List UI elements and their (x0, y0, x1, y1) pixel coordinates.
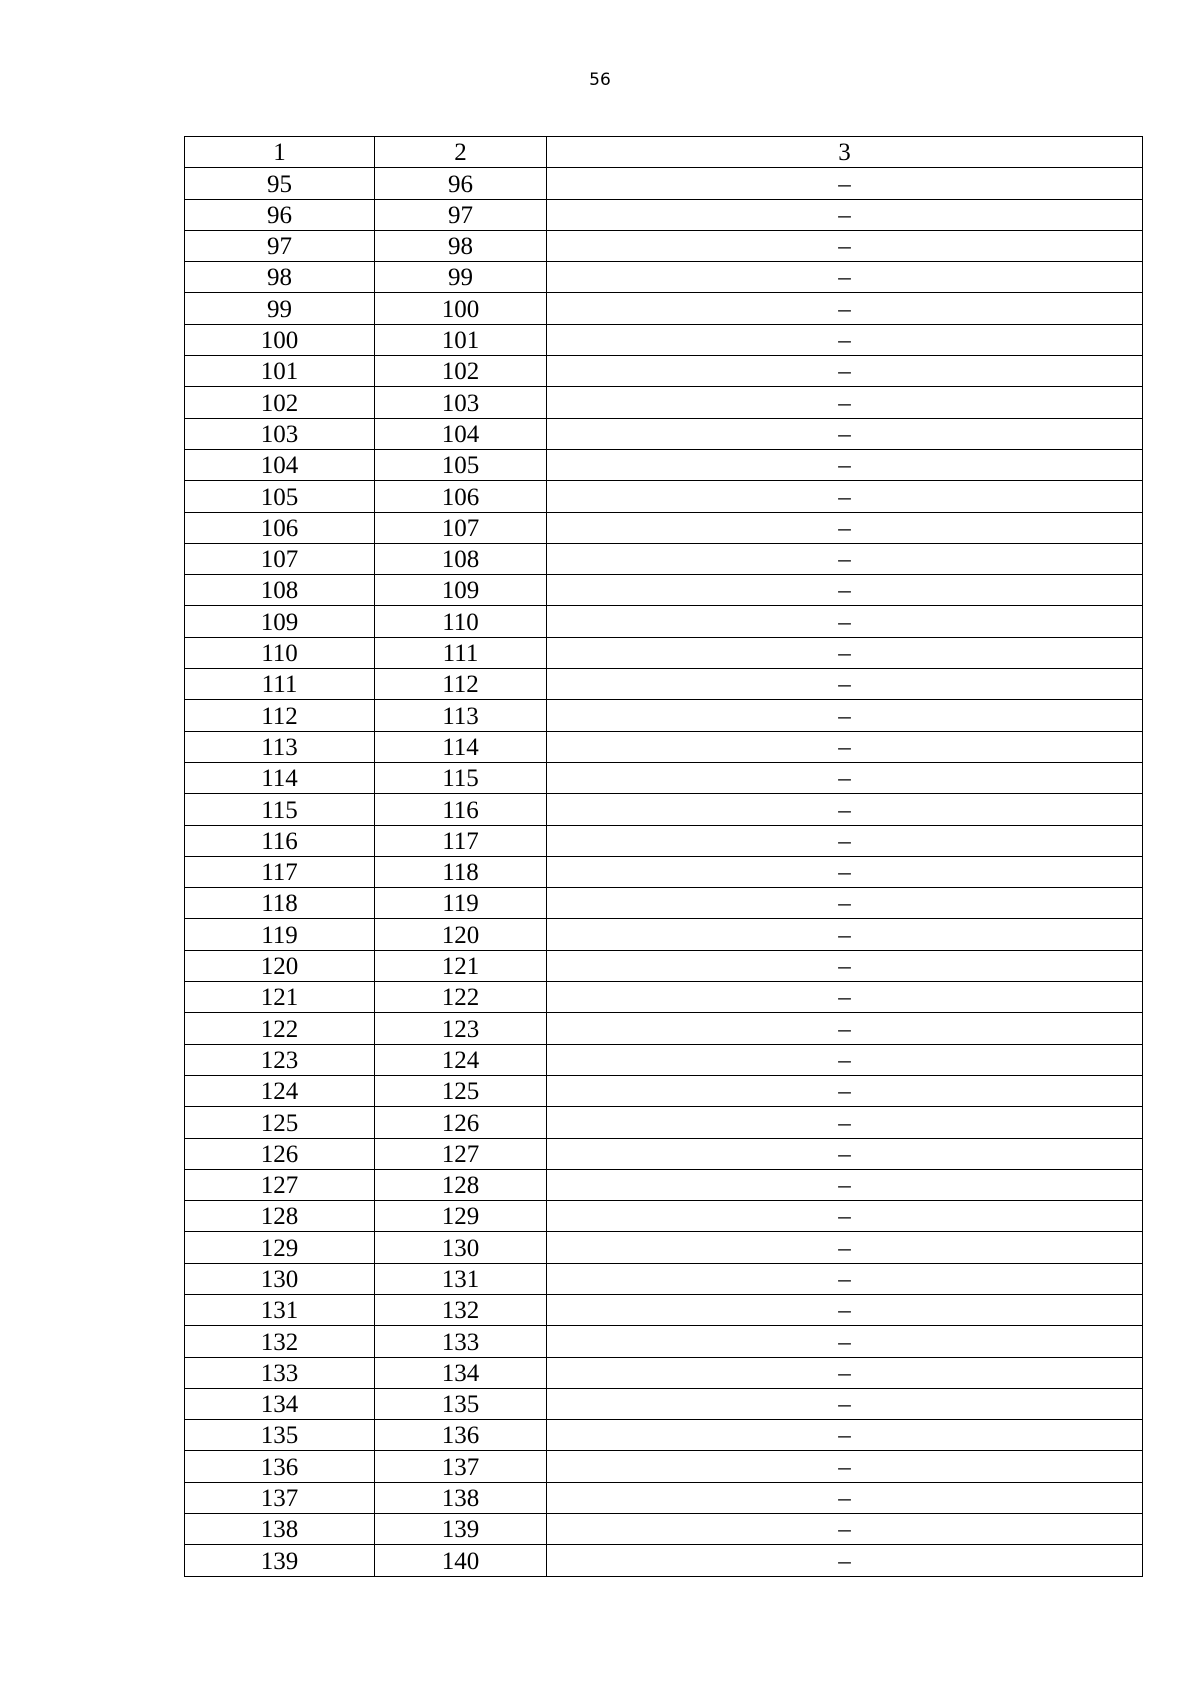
page-number: 56 (589, 70, 611, 90)
table-row (185, 982, 1143, 1013)
table-cell-col-2: 138 (375, 1482, 547, 1513)
table-cell-col-1: 131 (185, 1294, 375, 1325)
table-cell-col-1: 130 (185, 1263, 375, 1294)
table-cell-col-2: 110 (375, 606, 547, 637)
table-row (185, 1482, 1143, 1513)
table-cell-col-2: 112 (375, 669, 547, 700)
table-row (185, 919, 1143, 950)
table-cell-col-3: – (547, 1420, 1143, 1451)
table-cell-col-1: 108 (185, 575, 375, 606)
table-cell-col-2: 127 (375, 1138, 547, 1169)
table-row (185, 387, 1143, 418)
table-row (185, 168, 1143, 199)
table-row (185, 1169, 1143, 1200)
table-cell-col-2: 108 (375, 543, 547, 574)
table-cell-col-2: 124 (375, 1044, 547, 1075)
table-cell-col-1: 95 (185, 168, 375, 199)
table-row (185, 1232, 1143, 1263)
table-cell-col-3: – (547, 919, 1143, 950)
table-cell-col-1: 134 (185, 1388, 375, 1419)
table-cell-col-2: 123 (375, 1013, 547, 1044)
data-table (184, 136, 1143, 1577)
table-row (185, 356, 1143, 387)
table-cell-col-2: 114 (375, 731, 547, 762)
table-cell-col-1: 127 (185, 1169, 375, 1200)
table-cell-col-3: – (547, 293, 1143, 324)
table-row (185, 950, 1143, 981)
table-cell-col-1: 114 (185, 762, 375, 793)
table-row (185, 1107, 1143, 1138)
table-cell-col-2: 102 (375, 356, 547, 387)
table-row (185, 1545, 1143, 1576)
table-cell-col-2: 126 (375, 1107, 547, 1138)
table-cell-col-2: 113 (375, 700, 547, 731)
table-cell-col-1: 109 (185, 606, 375, 637)
table-cell-col-1: 124 (185, 1075, 375, 1106)
table-cell-col-2: 117 (375, 825, 547, 856)
table-cell-col-3: – (547, 199, 1143, 230)
table-cell-col-2: 130 (375, 1232, 547, 1263)
table-cell-col-1: 120 (185, 950, 375, 981)
table-cell-col-2: 118 (375, 856, 547, 887)
table-cell-col-1: 137 (185, 1482, 375, 1513)
table-cell-col-3: – (547, 1326, 1143, 1357)
table-cell-col-2: 136 (375, 1420, 547, 1451)
table-cell-col-1: 113 (185, 731, 375, 762)
table-cell-col-3: – (547, 794, 1143, 825)
table-cell-col-3: – (547, 1107, 1143, 1138)
table-cell-col-3: – (547, 168, 1143, 199)
table-cell-col-3: – (547, 543, 1143, 574)
table-cell-col-2: 96 (375, 168, 547, 199)
table-cell-col-2: 131 (375, 1263, 547, 1294)
table-row (185, 575, 1143, 606)
table-cell-col-3: – (547, 1044, 1143, 1075)
table-cell-col-1: 133 (185, 1357, 375, 1388)
table-cell-col-3: – (547, 1075, 1143, 1106)
table-cell-col-1: 129 (185, 1232, 375, 1263)
table-cell-col-3: – (547, 982, 1143, 1013)
table-cell-col-3: – (547, 825, 1143, 856)
table-cell-col-2: 105 (375, 449, 547, 480)
table-row (185, 1514, 1143, 1545)
table-cell-col-3: – (547, 481, 1143, 512)
table-cell-col-2: 109 (375, 575, 547, 606)
table-row (185, 888, 1143, 919)
table-row (185, 543, 1143, 574)
table-cell-col-3: – (547, 731, 1143, 762)
table-cell-col-2: 97 (375, 199, 547, 230)
table-body (185, 137, 1143, 1577)
table-row (185, 1357, 1143, 1388)
table-cell-col-3: – (547, 387, 1143, 418)
table-cell-col-3: – (547, 230, 1143, 261)
table-cell-col-2: 103 (375, 387, 547, 418)
table-cell-col-3: – (547, 856, 1143, 887)
table-cell-col-1: 126 (185, 1138, 375, 1169)
table-cell-col-3: – (547, 606, 1143, 637)
table-cell-col-1: 100 (185, 324, 375, 355)
table-cell-col-2: 104 (375, 418, 547, 449)
table-row (185, 293, 1143, 324)
header-cell-1: 1 (185, 137, 375, 168)
table-cell-col-1: 136 (185, 1451, 375, 1482)
table-row (185, 1326, 1143, 1357)
table-row (185, 1201, 1143, 1232)
table-cell-col-1: 128 (185, 1201, 375, 1232)
header-cell-2: 2 (375, 137, 547, 168)
table-cell-col-3: – (547, 950, 1143, 981)
table-cell-col-3: – (547, 637, 1143, 668)
table-row (185, 731, 1143, 762)
table-cell-col-1: 101 (185, 356, 375, 387)
table-row (185, 606, 1143, 637)
table-cell-col-2: 139 (375, 1514, 547, 1545)
table-cell-col-1: 107 (185, 543, 375, 574)
table-cell-col-3: – (547, 762, 1143, 793)
table-cell-col-1: 112 (185, 700, 375, 731)
table-cell-col-1: 99 (185, 293, 375, 324)
table-cell-col-1: 125 (185, 1107, 375, 1138)
table-cell-col-3: – (547, 669, 1143, 700)
table-cell-col-3: – (547, 575, 1143, 606)
table-row (185, 1013, 1143, 1044)
table-cell-col-3: – (547, 700, 1143, 731)
table-row (185, 700, 1143, 731)
table-cell-col-3: – (547, 1169, 1143, 1200)
table-cell-col-1: 123 (185, 1044, 375, 1075)
table-cell-col-1: 97 (185, 230, 375, 261)
table-cell-col-1: 117 (185, 856, 375, 887)
table-cell-col-2: 111 (375, 637, 547, 668)
table-cell-col-2: 120 (375, 919, 547, 950)
table-cell-col-3: – (547, 1357, 1143, 1388)
table-cell-col-3: – (547, 1545, 1143, 1576)
table-cell-col-1: 119 (185, 919, 375, 950)
table-header-row (185, 137, 1143, 168)
table-row (185, 262, 1143, 293)
table-cell-col-3: – (547, 449, 1143, 480)
table-cell-col-1: 96 (185, 199, 375, 230)
table-cell-col-1: 105 (185, 481, 375, 512)
table-cell-col-3: – (547, 356, 1143, 387)
table-cell-col-2: 128 (375, 1169, 547, 1200)
table-cell-col-1: 139 (185, 1545, 375, 1576)
table-row (185, 1075, 1143, 1106)
table-cell-col-3: – (547, 1482, 1143, 1513)
table-row (185, 825, 1143, 856)
table-cell-col-1: 103 (185, 418, 375, 449)
table-row (185, 230, 1143, 261)
table-row (185, 1294, 1143, 1325)
table-cell-col-1: 110 (185, 637, 375, 668)
table-cell-col-2: 98 (375, 230, 547, 261)
table-cell-col-2: 106 (375, 481, 547, 512)
table-row (185, 1138, 1143, 1169)
table-cell-col-2: 129 (375, 1201, 547, 1232)
table-cell-col-1: 135 (185, 1420, 375, 1451)
table-cell-col-2: 100 (375, 293, 547, 324)
table-cell-col-1: 111 (185, 669, 375, 700)
table-cell-col-1: 98 (185, 262, 375, 293)
table-cell-col-3: – (547, 1138, 1143, 1169)
table-row (185, 1388, 1143, 1419)
table-cell-col-1: 104 (185, 449, 375, 480)
table-cell-col-2: 137 (375, 1451, 547, 1482)
table-cell-col-1: 116 (185, 825, 375, 856)
table-row (185, 512, 1143, 543)
table-row (185, 449, 1143, 480)
table-cell-col-3: – (547, 418, 1143, 449)
table-row (185, 324, 1143, 355)
table-cell-col-1: 122 (185, 1013, 375, 1044)
table-row (185, 481, 1143, 512)
table-cell-col-1: 118 (185, 888, 375, 919)
table-row (185, 794, 1143, 825)
table-cell-col-3: – (547, 1514, 1143, 1545)
table-cell-col-3: – (547, 1263, 1143, 1294)
table-cell-col-2: 119 (375, 888, 547, 919)
table-row (185, 1044, 1143, 1075)
table-cell-col-3: – (547, 324, 1143, 355)
table-cell-col-1: 102 (185, 387, 375, 418)
table-cell-col-2: 115 (375, 762, 547, 793)
table-cell-col-3: – (547, 1201, 1143, 1232)
table-row (185, 669, 1143, 700)
table-cell-col-3: – (547, 262, 1143, 293)
table-row (185, 856, 1143, 887)
table-cell-col-2: 125 (375, 1075, 547, 1106)
table-cell-col-3: – (547, 1013, 1143, 1044)
table-row (185, 199, 1143, 230)
table-row (185, 1263, 1143, 1294)
table-cell-col-3: – (547, 1232, 1143, 1263)
table-cell-col-1: 115 (185, 794, 375, 825)
table-row (185, 418, 1143, 449)
table-cell-col-2: 140 (375, 1545, 547, 1576)
table-cell-col-2: 132 (375, 1294, 547, 1325)
table-cell-col-3: – (547, 512, 1143, 543)
table-cell-col-3: – (547, 1294, 1143, 1325)
table-cell-col-2: 121 (375, 950, 547, 981)
table-cell-col-1: 138 (185, 1514, 375, 1545)
table-cell-col-3: – (547, 1451, 1143, 1482)
table-cell-col-2: 99 (375, 262, 547, 293)
table-cell-col-3: – (547, 1388, 1143, 1419)
table-cell-col-1: 106 (185, 512, 375, 543)
table-cell-col-2: 116 (375, 794, 547, 825)
table-row (185, 637, 1143, 668)
table-row (185, 762, 1143, 793)
table-row (185, 1420, 1143, 1451)
table-cell-col-2: 134 (375, 1357, 547, 1388)
table-cell-col-1: 132 (185, 1326, 375, 1357)
table-cell-col-1: 121 (185, 982, 375, 1013)
table-cell-col-2: 135 (375, 1388, 547, 1419)
table-cell-col-2: 101 (375, 324, 547, 355)
table-cell-col-3: – (547, 888, 1143, 919)
table-row (185, 1451, 1143, 1482)
table-cell-col-2: 133 (375, 1326, 547, 1357)
header-cell-3: 3 (547, 137, 1143, 168)
table-cell-col-2: 107 (375, 512, 547, 543)
table-cell-col-2: 122 (375, 982, 547, 1013)
